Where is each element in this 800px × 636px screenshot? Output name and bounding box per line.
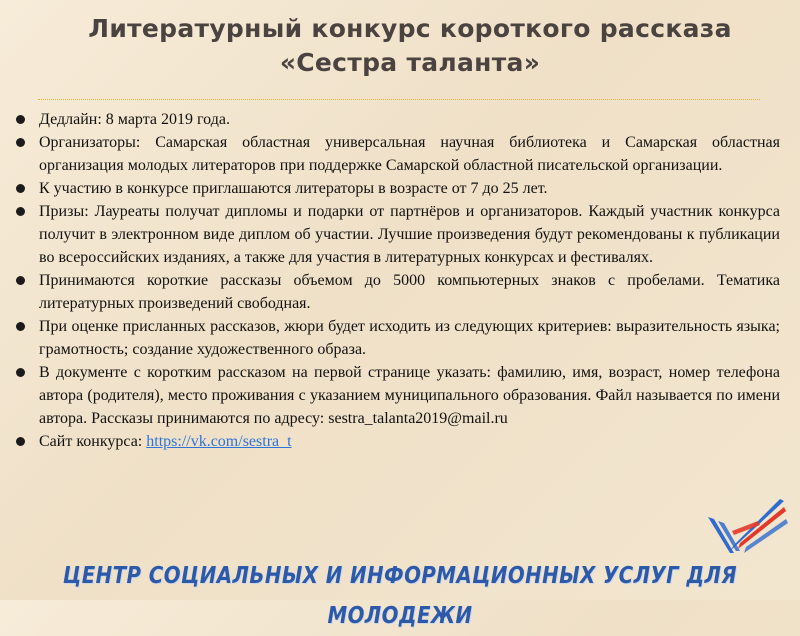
list-item-age: К участию в конкурсе приглашаются литераторы в возрасте от 7 до 25 лет. [16,177,780,200]
logo-check-icon [700,495,790,565]
list-item-prizes: Призы: Лауреаты получат дипломы и подарки от партнёров и организаторов. Каждый участник конкурса получит в электронном виде диплом об участии. Лучшие произведения будут рекомендованы к публикации во всероссийских изданиях, а также для участия в литературных конкурсах и фестивалях. [16,200,780,269]
list-item-submission: В документе с коротким рассказом на первой странице указать: фамилию, имя, возраст, номер телефона автора (родителя), место проживания с указанием муниципального образования. Файл называется по имени автора. Рассказы принимаются по адресу: sestra_talanta2019@mail.ru [16,361,780,430]
organization-logo [700,495,790,565]
website-label: Сайт конкурса: [39,433,147,450]
list-item-deadline: Дедлайн: 8 марта 2019 года. [16,108,780,131]
list-item-website [16,430,780,453]
title-line-2: «Сестра таланта» [279,48,541,77]
list-item-organizers: Организаторы: Самарская областная универсальная научная библиотека и Самарская областная организация молодых литераторов при поддержке Самарской областной писательской организации. [16,131,780,177]
list-item-volume: Принимаются короткие рассказы объемом до 5000 компьютерных знаков с пробелами. Тематика литературных произведений свободная. [16,269,780,315]
title-line-1: Литературный конкурс короткого рассказа [88,14,732,43]
page-title [40,12,780,80]
list-item-criteria: При оценке присланных рассказов, жюри будет исходить из следующих критериев: выразительность языка; грамотность; создание художественного образа. [16,315,780,361]
website-link[interactable]: https://vk.com/sestra_t [146,433,292,450]
organization-banner: ЦЕНТР СОЦИАЛЬНЫХ И ИНФОРМАЦИОННЫХ УСЛУГ ДЛЯ МОЛОДЕЖИ [62,563,738,629]
info-list [16,108,780,453]
title-divider [38,99,760,100]
